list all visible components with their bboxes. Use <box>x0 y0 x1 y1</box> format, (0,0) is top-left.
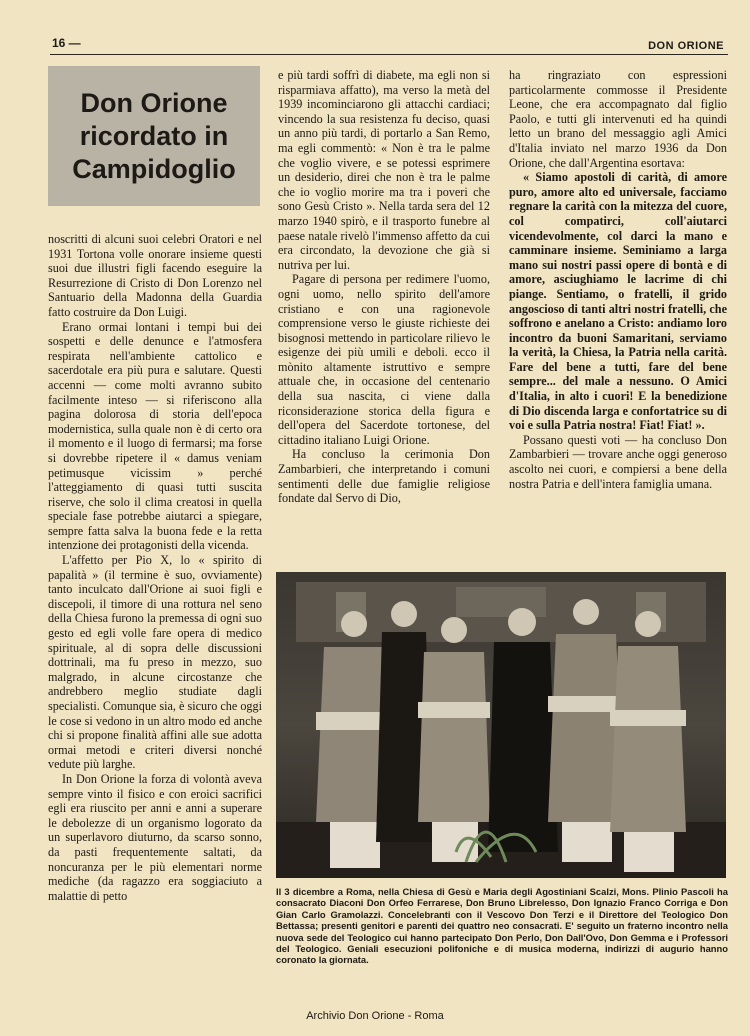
article-title: Don Orione ricordato in Campidoglio <box>72 87 236 184</box>
paragraph: Erano ormai lontani i tempi bui dei sospetti e delle denunce e l'atmosfera respirata nell'ambiente cattolico e sacerdotale era più pura e salutare. Questi accenni — come molti avranno subito facilmente inteso — si riferiscono alla pagina dolorosa di storia dell'epoca modernistica, sulla quale non è di certo ora il momento e il luogo di fermarsi; ma forse si dovrebbe ripetere il « damus veniam petimusque vicissim » perché l'atteggiamento di quasi tutti suscita riserve, che solo il clima creatosi in quella speciale fase potrebbe aiutarci a spiegare, sempre fatta salva la buona fede e la retta intenzione dei protagonisti della vicenda. <box>48 319 262 553</box>
quote-paragraph: « Siamo apostoli di carità, di amore puro, amore alto ed universale, facciamo regnare la carità con la mitezza del cuore, col compatirci, coll'aiutarci vicendevolmente, col darci la mano e camminare insieme. Seminiamo a larga mano sui nostri passi opere di bontà e di amore, asciughiamo le lacrime di chi piange. Sentiamo, o fratelli, il grido angoscioso di tanti altri nostri fratelli, che soffrono e anelano a Cristo: andiamo loro incontro da buoni Samaritani, serviamo la verità, la Chiesa, la Patria nella carità. Fare del bene a tutti, fare del bene sempre... del male a nessuno. O Amici d'Italia, in alto i cuori! E la benedizione di Dio discenda larga e confortatrice su di voi e sulla Patria nostra! Fiat! Fiat! ». <box>509 170 727 433</box>
paragraph: Possano questi voti — ha concluso Don Zambarbieri — trovare anche oggi generoso ascolto nei cuori, e compiersi a bene della nostra Patria e dell'intera famiglia umana. <box>509 432 727 491</box>
archive-footer: Archivio Don Orione - Roma <box>306 1010 444 1022</box>
column-1 <box>48 232 262 903</box>
group-photo <box>276 572 726 878</box>
photo-caption: Il 3 dicembre a Roma, nella Chiesa di Gesù e Maria degli Agostiniani Scalzi, Mons. Plinio Pascoli ha consacrato Diaconi Don Orfeo Ferrarese, Don Bruno Librelesso, Don Ignazio Franco Corriga e Don Gian Carlo Gramolazzi. Concelebranti con il Vescovo Don Terzi e il Direttore del Teologico Don Bettassa; presenti genitori e parenti dei quattro neo consacrati. E' seguito un fraterno incontro nella nuova sede del Teologico cui hanno partecipato Don Perlo, Don Dall'Ovo, Don Gemma e i Professori del Teologico. Geniali esecuzioni polifoniche e di musica moderna, indirizzi di augurio hanno coronato la giornata. <box>276 886 728 966</box>
magazine-name: DON ORIONE <box>648 40 724 52</box>
paragraph: noscritti di alcuni suoi celebri Oratori e nel 1931 Tortona volle onorare insieme questi suoi due illustri figli facendo eseguire la Resurrezione di Cristo di Don Lorenzo nel Santuario della Madonna della Guardia fatto costruire da Don Luigi. <box>48 232 262 319</box>
header-rule <box>50 54 728 55</box>
paragraph: Pagare di persona per redimere l'uomo, ogni uomo, nello spirito dell'amore cristiano e con una ragionevole comprensione verso le giuste richieste dei bisognosi mettendo in particolare rilievo le esigenze dei più umili e deboli. ecco il mònito altamente istruttivo e sempre attuale che, in occasione del centenario della sua nascita, ci viene dalla riconsiderazione storica della figura e dell'opera del Sacerdote tortonese, del cittadino italiano Luigi Orione. <box>278 272 490 447</box>
paragraph: e più tardi soffrì di diabete, ma egli non si risparmiava affatto), ma verso la metà del 1939 incominciarono gli attacchi cardiaci; vincendo la sua resistenza fu deciso, quasi un anno più tardi, di portarlo a San Remo, ma egli commentò: « Non è tra le palme che voglio vivere, e se potessi esprimere un desiderio, direi che non è tra le palme che io voglio morire ma tra i poveri che sono Gesù Cristo ». Nella tarda sera del 12 marzo 1940 spirò, e il trasporto funebre al paese natale rivelò l'immenso affetto da cui era circondato, la devozione che già si nutriva per lui. <box>278 68 490 272</box>
paragraph: Ha concluso la cerimonia Don Zambarbieri, che interpretando i comuni sentimenti delle due famiglie religiose fondate dal Servo di Dio, <box>278 447 490 506</box>
page-number: 16 — <box>52 36 81 50</box>
column-2 <box>278 68 490 506</box>
paragraph: L'affetto per Pio X, lo « spirito di papalità » (il termine è suo, ovviamente) tanto inculcato dall'Orione ai suoi figli e discepoli, il timore di una rottura nel seno della Chiesa furono la premessa di ogni suo gesto ed egli volle fare opera di medico spirituale, al di sopra delle discussioni dottrinali, ma fu preso in mezzo, suo malgrado, in alcune circostanze che andrebbero meglio studiate dagli specialisti. Comunque sia, è sicuro che oggi le cose si vedono in un altro modo ed anche chi si propone finalità affini alle sue adotta ormai metodi e criteri diversi nonché vedute più larghe. <box>48 553 262 772</box>
paragraph: ha ringraziato con espressioni particolarmente commosse il Presidente Leone, che era accompagnato dal figlio Paolo, e tutti gli intervenuti ed ha quindi letto un brano del messaggio agli Amici d'Italia inviato nel marzo 1936 da Don Orione, che dall'Argentina esortava: <box>509 68 727 170</box>
paragraph: In Don Orione la forza di volontà aveva sempre vinto il fisico e con eroici sacrifici egli era riuscito per anni e anni a superare le debolezze di un organismo logorato da un superlavoro diuturno, da scarso sonno, da pasti frequentemente saltati, da noncuranza per le più elementari norme mediche (da ragazzo era soggiaciuto a malattie di petto <box>48 771 262 903</box>
photo-illustration <box>276 572 726 878</box>
column-3 <box>509 68 727 491</box>
title-box <box>48 66 260 206</box>
